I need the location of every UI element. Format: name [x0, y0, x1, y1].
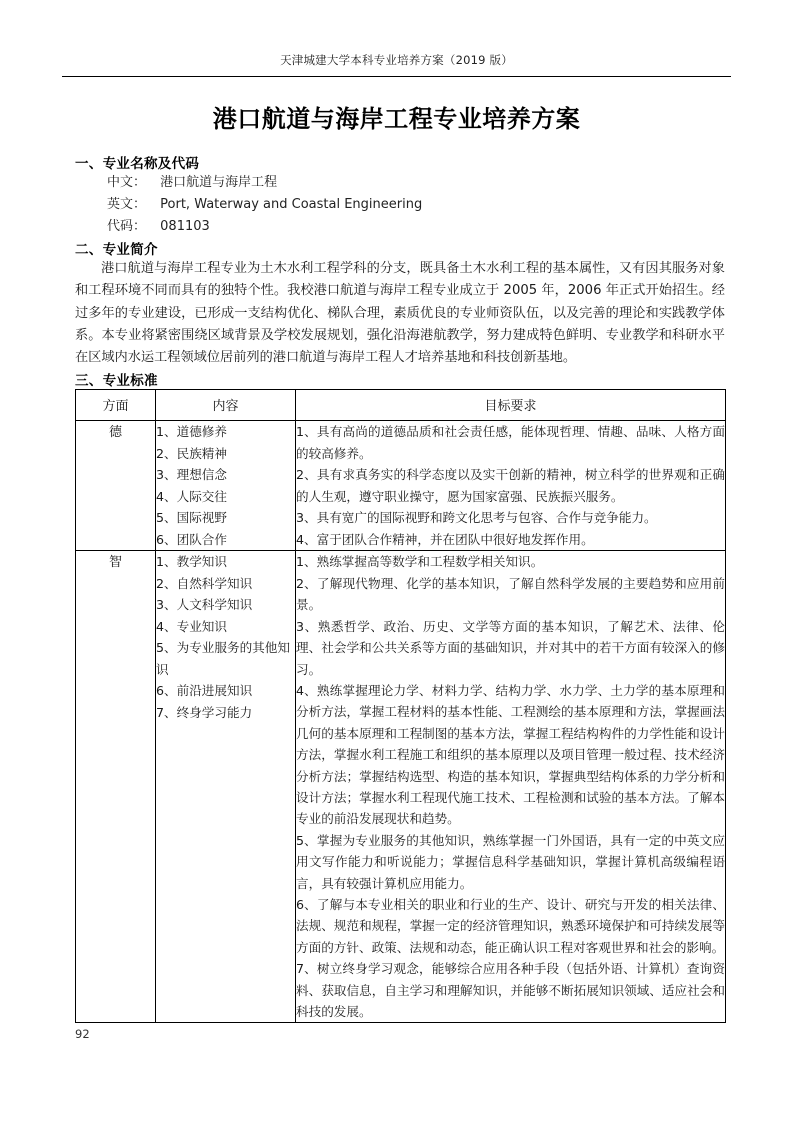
list-item: 2、民族精神: [156, 445, 227, 461]
major-code-label: 代码：: [107, 219, 147, 234]
list-item: [107, 216, 725, 238]
chinese-name-value: 港口航道与海岸工程: [160, 175, 278, 190]
goal-item: 4、熟练掌握理论力学、材料力学、结构力学、水力学、土力学的基本原理和分析方法，掌握工程材料的基本性能、工程测绘的基本原理和方法，掌握画法几何的基本原理和工程制图的基本方法，掌握工程结构构件的力学性能和设计方法，掌握水利工程施工和组织的基本原理以及项目管理一般过程、技术经济分析方法；掌握结构选型、构造的基本知识，掌握典型结构体系的力学分析和设计方法；掌握水利工程现代施工技术、工程检测和试验的基本方法。了解本专业的前沿发展现状和趋势。: [296, 682, 725, 827]
goal-item: 1、熟练掌握高等数学和工程数学相关知识。: [296, 554, 544, 570]
introduction-paragraph: 港口航道与海岸工程专业为土木水利工程学科的分支，既具备土木水利工程的基本属性，又有因其服务对象和工程环境不同而具有的独特个性。我校港口航道与海岸工程专业成立于 2005 年，2006 年正式开始招生。经过多年的专业建设，已形成一支结构优化、梯队合理，素质优良的专业师资队伍，以及完善的理论和实践教学体系。本专业将紧密围绕区域背景及学校发展规划，强化沿海港航教学，努力建成特色鲜明、专业教学和科研水平在区域内水运工程领域位居前列的港口航道与海岸工程人才培养基地和科技创新基地。: [75, 261, 725, 366]
list-item: 3、人文科学知识: [156, 597, 253, 613]
content-item-list: [156, 421, 295, 550]
list-item: 4、专业知识: [156, 618, 227, 634]
section-heading-introduction: 二、专业简介: [75, 242, 158, 258]
list-item: 7、终身学习能力: [156, 704, 253, 720]
list-item: [107, 172, 725, 194]
section-heading-name-code: 一、专业名称及代码: [75, 156, 200, 172]
list-item: [107, 194, 725, 216]
header-rule: [62, 76, 731, 77]
aspect-cell-zhi: 智: [76, 551, 156, 1023]
list-item: 4、人际交往: [156, 488, 227, 504]
list-item: 1、道德修养: [156, 424, 227, 440]
document-body: [75, 152, 725, 1023]
running-header: 天津城建大学本科专业培养方案（2019 版）: [280, 53, 513, 67]
goal-item: 1、具有高尚的道德品质和社会责任感，能体现哲理、情趣、品味、人格方面的较高修养。: [296, 424, 725, 461]
goal-item: 2、了解现代物理、化学的基本知识，了解自然科学发展的主要趋势和应用前景。: [296, 575, 725, 613]
content-cell-zhi: [156, 551, 296, 1023]
goal-item: 2、具有求真务实的科学态度以及实干创新的精神，树立科学的世界观和正确的人生观，遵守职业操守，愿为国家富强、民族振兴服务。: [296, 467, 725, 504]
standards-table: [75, 389, 726, 1023]
page-number: 92: [75, 1027, 90, 1041]
column-header-aspect: 方面: [76, 390, 156, 421]
list-item: 5、为专业服务的其他知识: [156, 640, 290, 677]
table-row: [76, 551, 726, 1023]
goal-cell-de: [296, 421, 726, 551]
column-header-content: 内容: [156, 390, 296, 421]
list-item: 3、理想信念: [156, 467, 227, 483]
list-item: 2、自然科学知识: [156, 575, 253, 591]
list-item: 6、前沿进展知识: [156, 683, 253, 699]
goal-item: 5、掌握为专业服务的其他知识，熟练掌握一门外国语，具有一定的中英文应用文写作能力和听说能力；掌握信息科学基础知识，掌握计算机高级编程语言，具有较强计算机应用能力。: [296, 832, 725, 891]
goal-item: 7、树立终身学习观念，能够综合应用各种手段（包括外语、计算机）查询资料、获取信息，自主学习和理解知识，并能够不断拓展知识领域、适应社会和科技的发展。: [296, 961, 725, 1020]
content-item-list: [156, 551, 295, 723]
page-title: 港口航道与海岸工程专业培养方案: [212, 105, 581, 133]
english-name-label: 英文：: [107, 197, 147, 212]
section-heading-standards: 三、专业标准: [75, 373, 158, 390]
table-header-row: [76, 390, 726, 421]
major-code-value: 081103: [160, 219, 210, 234]
list-item: 6、团队合作: [156, 531, 227, 547]
content-cell-de: [156, 421, 296, 551]
goal-item: 6、了解与本专业相关的职业和行业的生产、设计、研究与开发的相关法律、法规、规范和规程，掌握一定的经济管理知识，熟悉环境保护和可持续发展等方面的方针、政策、法规和动态，能正确认识工程对客观世界和社会的影响。: [296, 896, 725, 955]
chinese-name-label: 中文：: [107, 175, 147, 190]
goal-item: 4、富于团队合作精神，并在团队中很好地发挥作用。: [296, 531, 594, 547]
table-row: [76, 421, 726, 551]
list-item: 5、国际视野: [156, 510, 227, 526]
goal-item: 3、具有宽广的国际视野和跨文化思考与包容、合作与竞争能力。: [296, 510, 657, 526]
column-header-goal: 目标要求: [296, 390, 726, 421]
english-name-value: Port, Waterway and Coastal Engineering: [160, 197, 423, 212]
name-code-list: [107, 172, 725, 238]
aspect-cell-de: 德: [76, 421, 156, 551]
goal-item: 3、熟悉哲学、政治、历史、文学等方面的基本知识，了解艺术、法律、伦理、社会学和公共关系等方面的基础知识，并对其中的若干方面有较深入的修习。: [296, 618, 725, 677]
goal-cell-zhi: [296, 551, 726, 1023]
list-item: 1、教学知识: [156, 554, 227, 570]
